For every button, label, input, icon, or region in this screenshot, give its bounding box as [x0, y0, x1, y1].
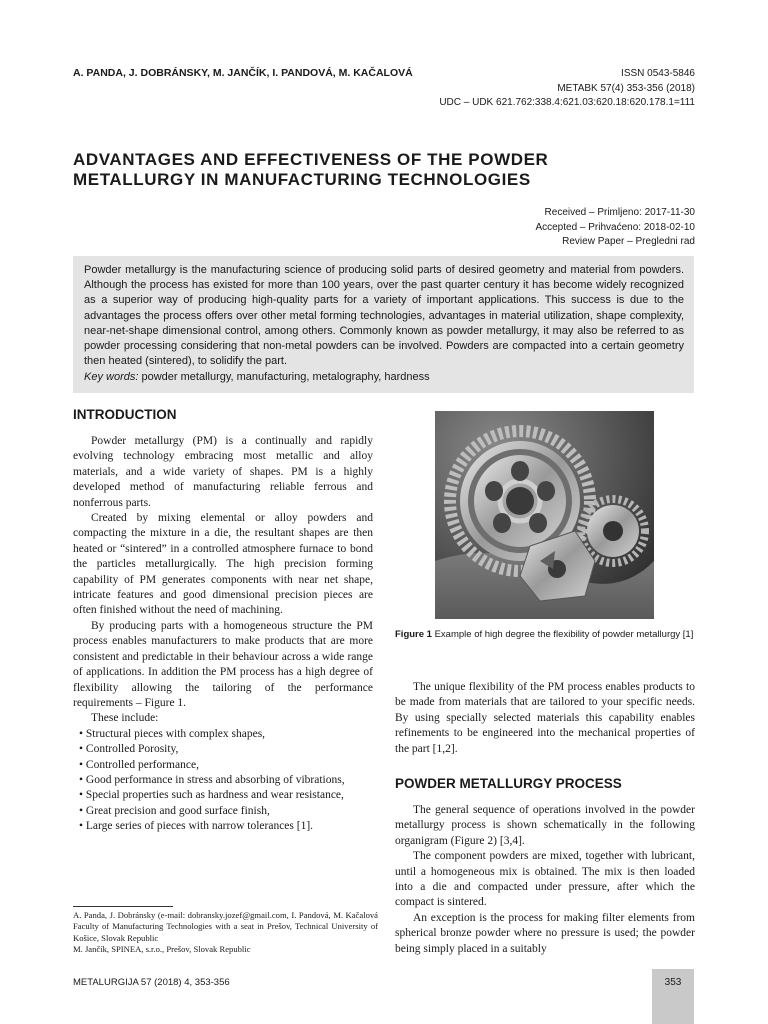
list-item: • Structural pieces with complex shapes,: [79, 727, 266, 740]
page-number: 353: [664, 977, 682, 988]
page-number-box: [652, 969, 694, 1024]
abstract-text: Powder metallurgy is the manufacturing science of producing solid parts of desired geometry and material from powders. Although the process has existed for more than 100 years, over the past quarter century it has become widely recognized as a superior way of producing high-quality parts for a variety of important applications. This success is due to the advantages the process offers over other metal forming technologies, advantages in material utilization, shape complexity, near-net-shape dimensional control, among others. Commonly known as powder metallurgy, it may also be referred to as powder processing considering that non-metal powders can be involved. Powders are compacted into a certain geometry then heated (sintered), to solidify the part.: [84, 264, 684, 368]
issn: ISSN 0543-5846: [621, 68, 695, 79]
journal-metadata: [375, 67, 695, 111]
keywords-values: powder metallurgy, manufacturing, metalography, hardness: [138, 371, 430, 384]
right-paragraph-2: The general sequence of operations involved in the powder metallurgy process is shown schematically in the following organigram (Figure 2) [3,4].: [395, 804, 695, 847]
submission-dates: [435, 206, 695, 250]
paper-title: [73, 150, 693, 190]
journal-footer: METALURGIJA 57 (2018) 4, 353-356: [73, 977, 230, 988]
udc-code: UDC – UDK 621.762:338.4:621.03:620.18:620.178.1=111: [439, 97, 695, 108]
right-paragraph-1: The unique flexibility of the PM process enables products to be made from materials that are tailored to your specific needs. By using specially selected materials this capability enables refinements to be engineered into the mechanical properties of the part [1,2].: [395, 681, 695, 755]
footnote-divider: [73, 906, 173, 907]
list-item: • Controlled Porosity,: [79, 743, 179, 756]
footnote-2: M. Jančík, SPINEA, s.r.o., Prešov, Slovak Republic: [73, 944, 251, 955]
intro-paragraph-4: These include:: [91, 712, 159, 725]
intro-paragraph-1: Powder metallurgy (PM) is a continually and rapidly evolving technology embracing most metallic and alloy materials, and a wide variety of shapes. PM is a highly developed method of manufacturing reliable ferrous and nonferrous parts.: [73, 435, 373, 509]
pm-process-heading: POWDER METALLURGY PROCESS: [395, 776, 622, 791]
paper-type: Review Paper – Pregledni rad: [562, 236, 695, 247]
list-item: • Large series of pieces with narrow tolerances [1].: [79, 820, 314, 833]
keywords-line: [84, 370, 684, 385]
footnote-1: A. Panda, J. Dobránsky (e-mail: dobransky.jozef@gmail.com, I. Pandová, M. Kačalová Faculty of Manufacturing Technologies with a seat in Prešov, Technical University of Košice, Slovak Republic: [73, 910, 378, 943]
right-paragraph-3: The component powders are mixed, together with lubricant, until a homogeneous mix is obtained. The mix is then loaded into a die and compacted under pressure, after which the compact is sintered.: [395, 850, 695, 909]
advantages-list: [73, 727, 373, 835]
introduction-column: [73, 434, 373, 835]
accepted-date: Accepted – Prihvaćeno: 2018-02-10: [535, 221, 695, 233]
list-item: • Good performance in stress and absorbing of vibrations,: [79, 773, 345, 786]
gears-photo: [435, 411, 654, 619]
right-column-top: [395, 680, 695, 757]
list-item: • Special properties such as hardness and wear resistance,: [79, 789, 344, 802]
figure-label: Figure 1: [395, 629, 432, 640]
right-column-bottom: [395, 803, 695, 957]
author-list: A. PANDA, J. DOBRÁNSKY, M. JANČÍK, I. PANDOVÁ, M. KAČALOVÁ: [73, 67, 413, 79]
intro-paragraph-3: By producing parts with a homogeneous structure the PM process enables manufacturers to make products that are more consistent and predictable in their behaviour across a wide range of applications. In addition the PM process has a high degree of flexibility allowing the tailoring of the performance requirements – Figure 1.: [73, 619, 373, 709]
keywords-label: Key words:: [84, 371, 139, 384]
introduction-heading: INTRODUCTION: [73, 407, 177, 422]
title-line-1: ADVANTAGES AND EFFECTIVENESS OF THE POWDER: [73, 150, 549, 169]
figure-1-caption: [395, 628, 695, 641]
received-date: Received – Primljeno: 2017-11-30: [544, 207, 695, 218]
list-item: • Great precision and good surface finish,: [79, 804, 270, 817]
abstract-box: [73, 256, 694, 393]
title-line-2: METALLURGY IN MANUFACTURING TECHNOLOGIES: [73, 170, 531, 189]
list-item: • Controlled performance,: [79, 758, 199, 771]
figure-1-image: [435, 411, 654, 619]
intro-paragraph-2: Created by mixing elemental or alloy powders and compacting the mixture in a die, the resultant shapes are then heated or “sintered” in a controlled atmosphere furnace to bond the particles metallurgically. The high precision forming capability of PM generates components with near net shape, intricate features and good dimensional precision pieces are often finished without the need of machining.: [73, 512, 373, 617]
right-paragraph-4: An exception is the process for making filter elements from spherical bronze powder where no pressure is used; the powder being simply placed in a suitably: [395, 911, 695, 955]
figure-caption-text: Example of high degree the flexibility of powder metallurgy [1]: [431, 629, 694, 640]
author-footnotes: [73, 910, 378, 956]
metabk-reference: METABK 57(4) 353-356 (2018): [557, 82, 695, 94]
